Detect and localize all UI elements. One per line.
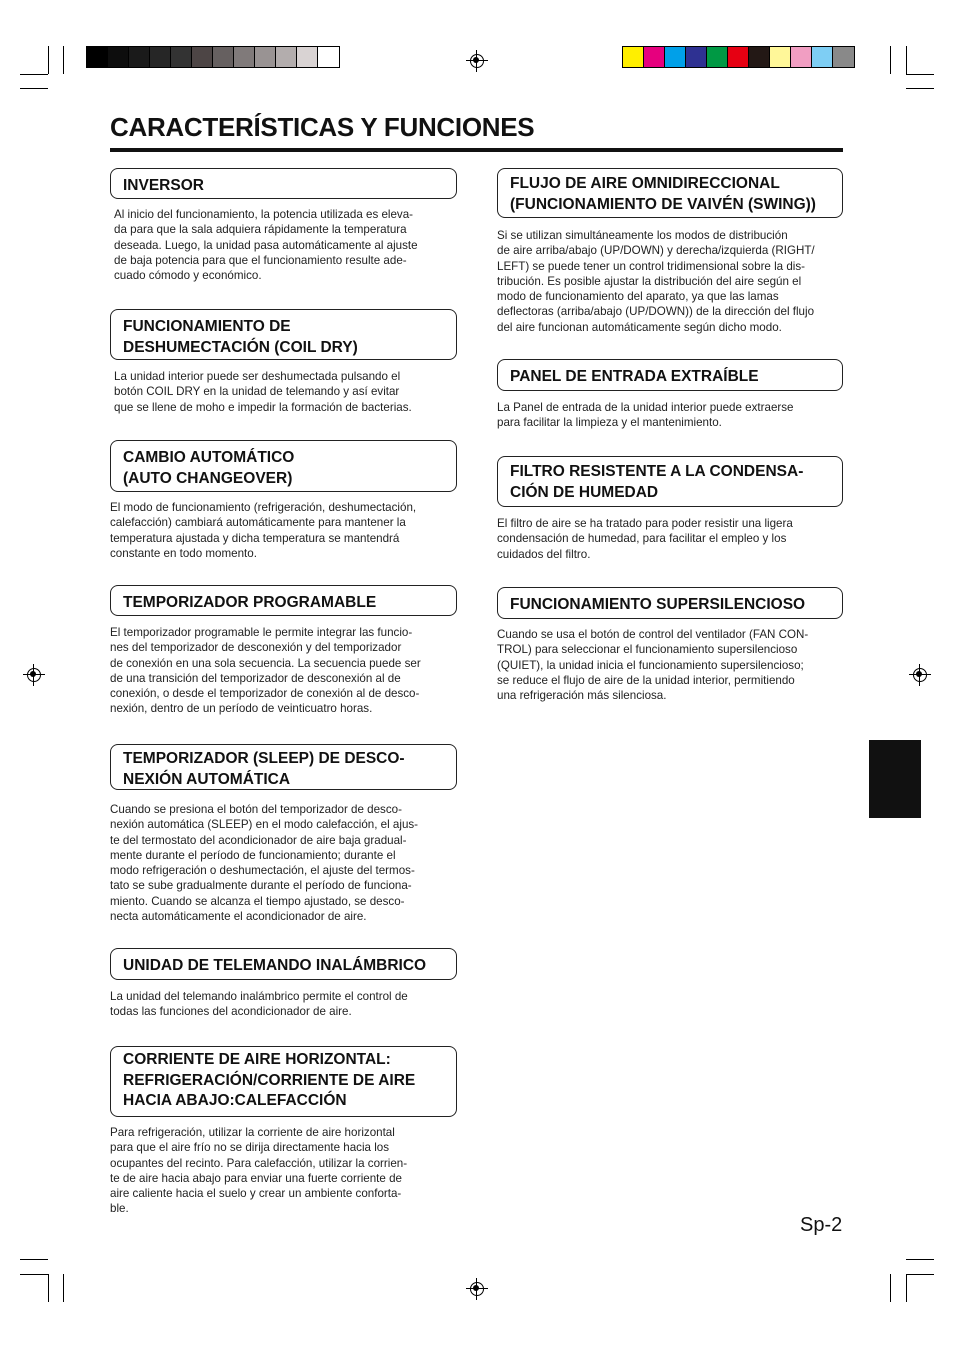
color-swatch (728, 47, 749, 67)
section-heading: INVERSOR (110, 168, 457, 199)
color-swatch (707, 47, 728, 67)
crop-mark (906, 1274, 934, 1275)
color-swatch (623, 47, 644, 67)
color-swatch (213, 47, 234, 67)
crop-mark (20, 1274, 48, 1275)
color-swatch (171, 47, 192, 67)
section-heading: FILTRO RESISTENTE A LA CONDENSA- CIÓN DE HUMEDAD (497, 456, 843, 507)
color-swatch (791, 47, 812, 67)
crop-mark (906, 1259, 934, 1260)
crop-mark (20, 74, 48, 75)
section-heading: CAMBIO AUTOMÁTICO (AUTO CHANGEOVER) (110, 440, 457, 492)
section-heading: CORRIENTE DE AIRE HORIZONTAL: REFRIGERACIÓN/CORRIENTE DE AIRE HACIA ABAJO:CALEFACCIÓN (110, 1046, 457, 1117)
section-heading: FUNCIONAMIENTO SUPERSILENCIOSO (497, 587, 843, 619)
crop-mark (890, 46, 891, 74)
section-body: Si se utilizan simultáneamente los modos de distribución de aire arriba/abajo (UP/DOWN) y derecha/izquierda (RIGHT/ LEFT) se puede tener un control tridimensional sobre la dis- tribución. Es posible ajustar la distribución del aire según el modo de funcionamiento del aparato, ya que las lamas deflectoras (arriba/abajo (UP/DOWN)) de la dirección del flujo del aire funcionan automáticamente según dicho modo. (497, 229, 815, 334)
color-swatch (297, 47, 318, 67)
section-body: Al inicio del funcionamiento, la potencia utilizada es eleva- da para que la sala adquiera rápidamente la temperatura deseada. Luego, la unidad pasa automáticamente al ajuste de baja potencia para que el funcionamiento resulte ade- cuado cómodo y económico. (114, 208, 418, 283)
color-swatch (770, 47, 791, 67)
language-thumb-tab (869, 740, 921, 818)
crop-mark (63, 1274, 64, 1302)
page-title: CARACTERÍSTICAS Y FUNCIONES (110, 112, 535, 142)
crop-mark (906, 88, 934, 89)
registration-mark-icon (466, 1278, 488, 1300)
section-body: Cuando se usa el botón de control del ventilador (FAN CON- TROL) para seleccionar el funcionamiento supersilencioso (QUIET), la unidad inicia el funcionamiento supersilencioso; se reduce el flujo de aire de la unidad interior, permitiendo una refrigeración más silenciosa. (497, 628, 809, 703)
section-heading: PANEL DE ENTRADA EXTRAÍBLE (497, 359, 843, 391)
color-swatch (686, 47, 707, 67)
section-body: El temporizador programable le permite integrar las funcio- nes del temporizador de desconexión y del temporizador de conexión en una sola secuencia. La secuencia puede ser de una transición del temporizador de desconexión al de conexión, o desde el temporizador de conexión al de desco- nexión, dentro de un período de veinticuatro horas. (110, 626, 421, 716)
registration-mark-icon (23, 664, 45, 686)
crop-mark (906, 1274, 907, 1302)
crop-mark (890, 1274, 891, 1302)
crop-mark (63, 46, 64, 74)
color-swatch (812, 47, 833, 67)
section-body: El filtro de aire se ha tratado para poder resistir una ligera condensación de humedad, para facilitar el empleo y los cuidados del filtro. (497, 517, 793, 561)
section-body: Cuando se presiona el botón del temporizador de desco- nexión automática (SLEEP) en el modo calefacción, el ajus- te del termostato del acondicionador de aire baja gradual- mente durante el período de funcionamiento; durante el modo refrigeración o deshumectación, el ajuste del termos- tato se sube gradualmente durante el período de funciona- miento. Cuando se alcanza el tiempo ajustado, se desco- necta automáticamente el acondicionador de aire. (110, 803, 419, 924)
color-swatch (665, 47, 686, 67)
page-number: Sp-2 (800, 1214, 843, 1236)
section-body: La unidad del telemando inalámbrico permite el control de todas las funciones del acondicionador de aire. (110, 990, 408, 1019)
color-swatch (255, 47, 276, 67)
crop-mark (48, 1274, 49, 1302)
title-rule (110, 148, 843, 152)
crop-mark (906, 74, 934, 75)
crop-mark (906, 46, 907, 74)
color-swatch (644, 47, 665, 67)
section-heading: FUNCIONAMIENTO DE DESHUMECTACIÓN (COIL DRY) (110, 309, 457, 360)
section-body: La Panel de entrada de la unidad interior puede extraerse para facilitar la limpieza y el mantenimiento. (497, 401, 794, 430)
color-swatch (234, 47, 255, 67)
section-body: El modo de funcionamiento (refrigeración, deshumectación, calefacción) cambiará automáticamente para mantener la temperatura ajustada y dicha temperatura se mantendrá constante en todo momento. (110, 501, 417, 560)
section-heading: FLUJO DE AIRE OMNIDIRECCIONAL (FUNCIONAMIENTO DE VAIVÉN (SWING)) (497, 168, 843, 218)
color-swatch (150, 47, 171, 67)
registration-mark-icon (466, 50, 488, 72)
section-body: La unidad interior puede ser deshumectada pulsando el botón COIL DRY en la unidad de telemando y así evitar que se llene de moho e impedir la formación de bacterias. (114, 370, 412, 414)
color-swatch (318, 47, 339, 67)
color-swatch (87, 47, 108, 67)
color-swatch (749, 47, 770, 67)
color-swatch (192, 47, 213, 67)
section-heading: TEMPORIZADOR (SLEEP) DE DESCO- NEXIÓN AUTOMÁTICA (110, 744, 457, 790)
section-heading: TEMPORIZADOR PROGRAMABLE (110, 585, 457, 616)
section-body: Para refrigeración, utilizar la corriente de aire horizontal para que el aire frío no se dirija directamente hacia los ocupantes del recinto. Para calefacción, utilizar la corrien- te de aire hacia abajo para enviar una fuerte corriente de aire caliente hacia el suelo y crear un ambiente conforta- ble. (110, 1126, 408, 1216)
color-swatch (129, 47, 150, 67)
grayscale-bar (86, 46, 340, 68)
section-heading: UNIDAD DE TELEMANDO INALÁMBRICO (110, 948, 457, 980)
crop-mark (48, 46, 49, 74)
process-color-bar (622, 46, 855, 68)
registration-mark-icon (909, 664, 931, 686)
color-swatch (833, 47, 854, 67)
color-swatch (276, 47, 297, 67)
crop-mark (20, 88, 48, 89)
crop-mark (20, 1259, 48, 1260)
color-swatch (108, 47, 129, 67)
